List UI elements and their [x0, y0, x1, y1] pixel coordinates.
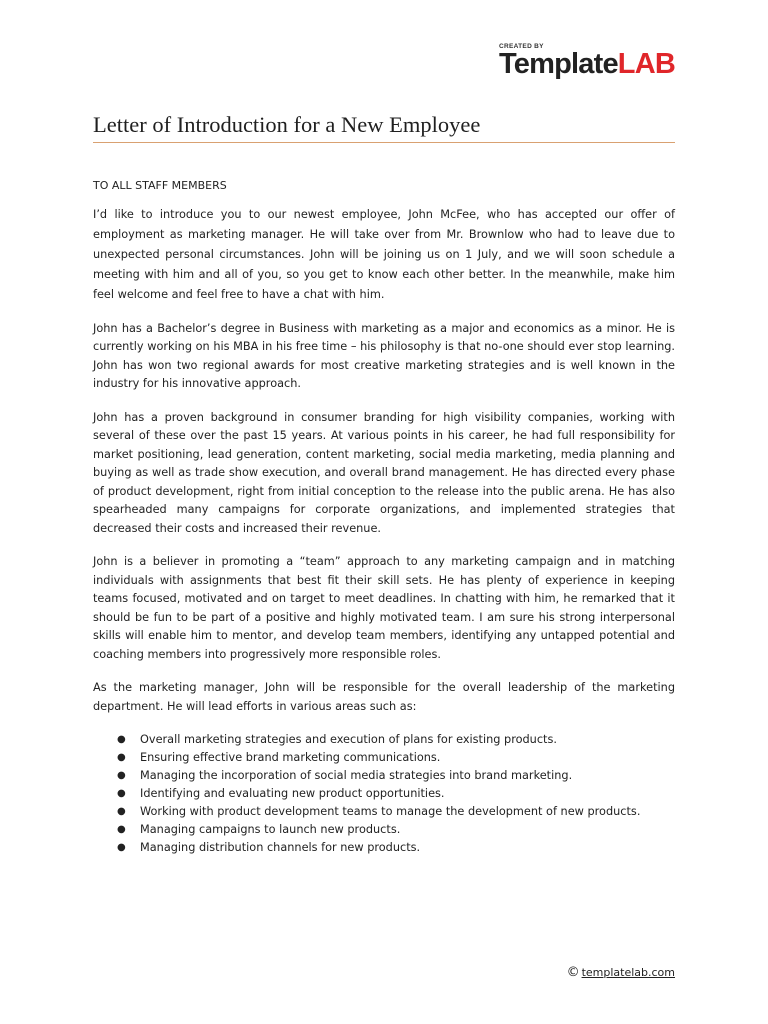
bullet-icon: ●: [117, 734, 126, 745]
list-item-text: Identifying and evaluating new product opportunities.: [140, 787, 445, 800]
paragraph-team-approach: John is a believer in promoting a “team” approach to any marketing campaign and in matching individuals with assignments that best fit their skill sets. He has plenty of experience in keeping teams focused, motivated and on target to meet deadlines. In chatting with him, he remarked that it should be fun to be part of a positive and highly motivated team. I am sure his strong interpersonal skills will enable him to mentor, and develop team members, identifying any untapped potential and coaching members into progressively more responsible roles.: [93, 555, 675, 661]
paragraph-background: John has a proven background in consumer branding for high visibility companies, working with several of these over the past 15 years. At various points in his career, he had full responsibility for market positioning, lead generation, content marketing, social media marketing, media planning and buying as well as trade show execution, and overall brand management. He has directed every phase of product development, right from initial conception to the release into the public arena. He has also spearheaded many campaigns for corporate organizations, and implemented strategies that decreased their costs and increased their revenue.: [93, 410, 675, 535]
list-item: [93, 731, 675, 749]
bullet-icon: ●: [117, 752, 126, 763]
bullet-icon: ●: [117, 824, 126, 835]
paragraph-education: John has a Bachelor’s degree in Business with marketing as a major and economics as a minor. He is currently working on his MBA in his free time – his philosophy is that no-one should ever stop learning. John has won two regional awards for most creative marketing strategies and is well known in the industry for his innovative approach.: [93, 321, 675, 390]
list-item-text: Ensuring effective brand marketing communications.: [140, 751, 441, 764]
logo-wordmark: [499, 50, 675, 79]
responsibilities-list: [93, 731, 675, 857]
list-item: [93, 785, 675, 803]
paragraph-responsibilities: As the marketing manager, John will be responsible for the overall leadership of the marketing department. He will lead efforts in various areas such as:: [93, 681, 675, 713]
footer: [567, 965, 675, 980]
list-item: [93, 803, 675, 821]
paragraph-introduction: I’d like to introduce you to our newest employee, John McFee, who has accepted our offer of employment as marketing manager. He will take over from Mr. Brownlow who had to leave due to unexpected personal circumstances. John will be joining us on 1 July, and we will soon schedule a meeting with him and all of you, so you get to know each other better. In the meanwhile, make him feel welcome and feel free to have a chat with him.: [93, 207, 675, 301]
bullet-icon: ●: [117, 842, 126, 853]
list-item: [93, 749, 675, 767]
list-item-text: Managing distribution channels for new products.: [140, 841, 421, 854]
bullet-icon: ●: [117, 770, 126, 781]
logo-created-by: CREATED BY: [499, 43, 544, 50]
logo-template-text: Template: [499, 48, 618, 80]
list-item: [93, 821, 675, 839]
copyright-icon: ©: [566, 965, 580, 980]
list-item-text: Managing the incorporation of social media strategies into brand marketing.: [140, 769, 573, 782]
templatelab-logo: [499, 43, 675, 79]
list-item-text: Managing campaigns to launch new products.: [140, 823, 401, 836]
list-item-text: Overall marketing strategies and execution of plans for existing products.: [140, 733, 557, 746]
title-divider: [93, 142, 675, 143]
list-item: [93, 839, 675, 857]
salutation: TO ALL STAFF MEMBERS: [93, 179, 227, 192]
document-title: Letter of Introduction for a New Employee: [93, 112, 481, 137]
list-item: [93, 767, 675, 785]
list-item-text: Working with product development teams to manage the development of new products.: [140, 805, 641, 818]
bullet-icon: ●: [117, 806, 126, 817]
footer-link[interactable]: templatelab.com: [581, 966, 675, 979]
bullet-icon: ●: [117, 788, 126, 799]
letter-body: [93, 177, 675, 857]
logo-lab-text: LAB: [617, 48, 675, 80]
